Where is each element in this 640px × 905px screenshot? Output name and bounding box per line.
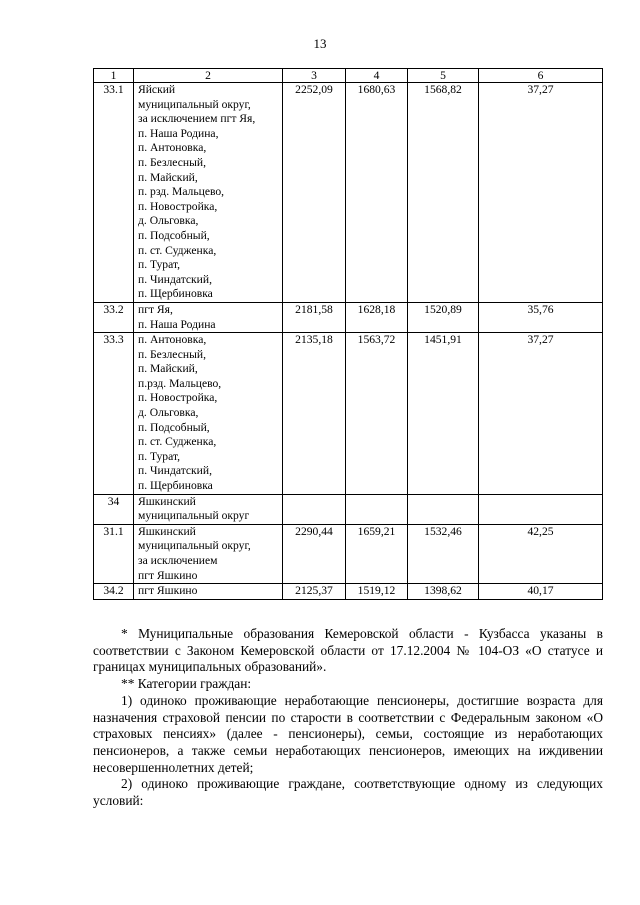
- table-row: [94, 584, 603, 600]
- territory-name-line: за исключением: [138, 554, 218, 567]
- territory-name-cell: [134, 584, 283, 600]
- page-number: 13: [313, 36, 327, 51]
- territory-name-line: п. Чиндатский,: [138, 272, 212, 286]
- table-row: [94, 302, 603, 332]
- territory-name-line: п. Майский,: [138, 170, 198, 184]
- table-header-row: [94, 69, 603, 83]
- value-col5-cell: [408, 494, 479, 524]
- table-row: [94, 83, 603, 303]
- header-cell: 5: [408, 69, 479, 83]
- value-col5-cell: 1568,82: [408, 83, 479, 303]
- territory-name-cell: [134, 302, 283, 332]
- territory-name-line: д. Ольговка,: [138, 406, 199, 420]
- value-col6-cell: 37,27: [479, 83, 603, 303]
- row-number-cell: 33.2: [94, 302, 134, 332]
- territory-name-line: п. ст. Судженка,: [138, 435, 217, 449]
- value-col3-cell: 2290,44: [283, 524, 346, 583]
- value-col6-cell: 40,17: [479, 584, 603, 600]
- territory-name-line: за исключением пгт Яя,: [138, 112, 256, 126]
- territory-name-line: п.рзд. Мальцево,: [138, 376, 222, 390]
- territory-name-cell: [134, 524, 283, 583]
- territory-name-line: пгт Яя,: [138, 302, 173, 316]
- value-col3-cell: 2252,09: [283, 83, 346, 303]
- row-number-cell: 33.3: [94, 333, 134, 495]
- value-col4-cell: 1659,21: [346, 524, 408, 583]
- territory-name-line: пгт Яшкино: [138, 584, 198, 598]
- footnotes: [93, 626, 603, 810]
- value-col4-cell: 1519,12: [346, 584, 408, 600]
- header-cell: 1: [94, 69, 134, 83]
- data-table: [93, 68, 603, 600]
- table-row: [94, 524, 603, 583]
- territory-name-line: п. Безлесный,: [138, 155, 206, 169]
- row-number-cell: 31.1: [94, 524, 134, 583]
- territory-name-line: муниципальный округ,: [138, 97, 251, 111]
- territory-name-line: п. рзд. Мальцево,: [138, 185, 225, 199]
- territory-name-line: п. Наша Родина,: [138, 126, 219, 140]
- territory-name-line: пгт Яшкино: [138, 568, 198, 582]
- header-cell: 2: [134, 69, 283, 83]
- value-col5-cell: 1532,46: [408, 524, 479, 583]
- header-cell: 6: [479, 69, 603, 83]
- value-col6-cell: 42,25: [479, 524, 603, 583]
- value-col3-cell: 2181,58: [283, 302, 346, 332]
- territory-name-line: п. Майский,: [138, 362, 198, 376]
- row-number-cell: 34: [94, 494, 134, 524]
- territory-name-line: п. Новостройка,: [138, 391, 218, 405]
- territory-name-line: п. Подсобный,: [138, 420, 210, 434]
- territory-name-line: п. Щербиновка: [138, 479, 213, 493]
- territory-name-line: п. Щербиновка: [138, 287, 213, 301]
- category-item-1: 1) одиноко проживающие неработающие пенсионеры, достигшие возраста для назначения страховой пенсии по старости в соответствии с Федеральным законом «О страховых пенсиях» (далее - пенсионеры), семьи, состоящие из неработающих пенсионеров, а также семьи неработающих пенсионеров, имеющих на иждивении несовершеннолетних детей;: [93, 692, 603, 775]
- value-col5-cell: 1520,89: [408, 302, 479, 332]
- territory-name-cell: [134, 333, 283, 495]
- territory-name-line: п. Антоновка,: [138, 141, 207, 155]
- value-col4-cell: 1563,72: [346, 333, 408, 495]
- territory-name-line: п. Подсобный,: [138, 228, 210, 242]
- territory-name-line: муниципальный округ,: [138, 539, 251, 553]
- value-col3-cell: [283, 494, 346, 524]
- territory-name-line: п. Чиндатский,: [138, 464, 212, 478]
- territory-name-line: п. Наша Родина: [138, 317, 216, 331]
- row-number-cell: 34.2: [94, 584, 134, 600]
- territory-name-line: п. Антоновка,: [138, 333, 207, 347]
- row-number-cell: 33.1: [94, 83, 134, 303]
- header-cell: 3: [283, 69, 346, 83]
- territory-name-line: Яшкинский: [138, 494, 196, 508]
- value-col5-cell: 1451,91: [408, 333, 479, 495]
- territory-name-line: п. Новостройка,: [138, 199, 218, 213]
- territory-name-cell: [134, 494, 283, 524]
- header-cell: 4: [346, 69, 408, 83]
- value-col3-cell: 2125,37: [283, 584, 346, 600]
- value-col3-cell: 2135,18: [283, 333, 346, 495]
- value-col4-cell: 1680,63: [346, 83, 408, 303]
- territory-name-line: муниципальный округ: [138, 509, 250, 523]
- territory-name-line: п. Турат,: [138, 258, 181, 272]
- category-item-2: 2) одиноко проживающие граждане, соответствующие одному из следующих условий:: [93, 776, 603, 809]
- territory-name-line: п. Безлесный,: [138, 347, 206, 361]
- territory-name-cell: [134, 83, 283, 303]
- value-col6-cell: [479, 494, 603, 524]
- territory-name-line: д. Ольговка,: [138, 214, 199, 228]
- footnote-categories: ** Категории граждан:: [121, 676, 252, 692]
- value-col4-cell: [346, 494, 408, 524]
- table-row: [94, 333, 603, 495]
- value-col6-cell: 37,27: [479, 333, 603, 495]
- territory-name-line: п. ст. Судженка,: [138, 243, 217, 257]
- territory-name-line: Яшкинский: [138, 524, 196, 538]
- value-col4-cell: 1628,18: [346, 302, 408, 332]
- value-col5-cell: 1398,62: [408, 584, 479, 600]
- value-col6-cell: 35,76: [479, 302, 603, 332]
- territory-name-line: Яйский: [138, 83, 176, 96]
- territory-name-line: п. Турат,: [138, 449, 181, 463]
- table-row: [94, 494, 603, 524]
- footnote-municipal: * Муниципальные образования Кемеровской области - Кузбасса указаны в соответствии с Законом Кемеровской области от 17.12.2004 № 104-ОЗ «О статусе и границах муниципальных образований».: [93, 626, 603, 675]
